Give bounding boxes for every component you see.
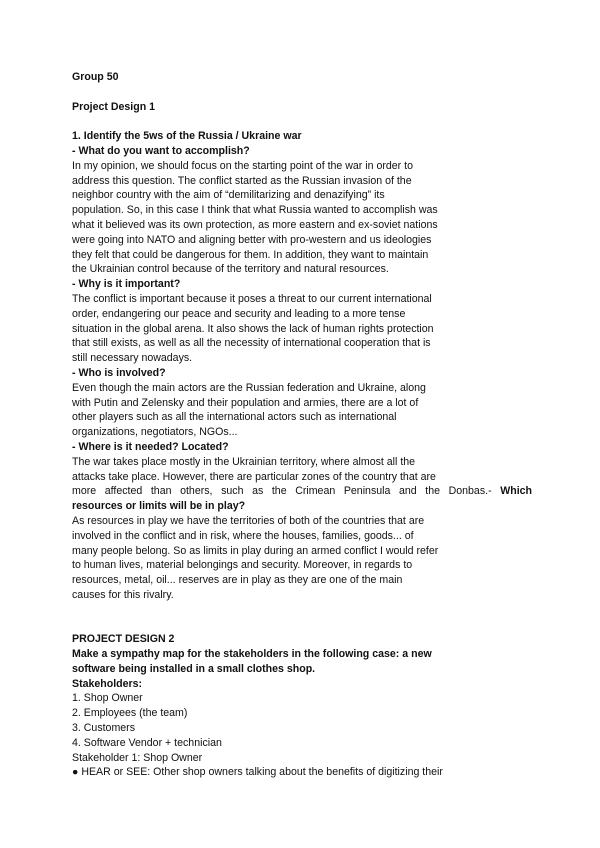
who-heading: - Who is involved? [72, 366, 166, 379]
text-line: still necessary nowadays. [72, 352, 193, 365]
text-line: The conflict is important because it poses a threat to our current international [72, 292, 432, 305]
text-line: to human lives, material belongings and security. Moreover, in regards to [72, 559, 413, 572]
what-heading: - What do you want to accomplish? [72, 144, 250, 157]
why-heading: - Why is it important? [72, 278, 181, 291]
text-line: situation in the global arena. It also shows the lack of human rights protection [72, 322, 434, 335]
text-line: they felt that could be dangerous for them. In addition, they want to maintain [72, 248, 429, 261]
what-paragraph [72, 159, 532, 277]
text-line: organizations, negotiators, NGOs... [72, 426, 238, 439]
text-line: causes for this rivalry. [72, 588, 174, 601]
text-line: As resources in play we have the territories of both of the countries that are [72, 514, 425, 527]
pd2-title: PROJECT DESIGN 2 [72, 633, 175, 646]
which-heading-start: Which [500, 485, 532, 498]
pd2-prompt [72, 647, 532, 677]
text-line: were going into NATO and aligning better with pro-western and us ideologies [72, 233, 432, 246]
group-label: Group 50 [72, 71, 119, 83]
who-paragraph [72, 381, 532, 440]
text-line: address this question. The conflict started as the Russian invasion of the [72, 174, 412, 187]
text-line: that still exists, as well as all the necessity of international cooperation that is [72, 337, 431, 350]
why-paragraph [72, 292, 532, 366]
text-line: involved in the conflict and in risk, where the houses, families, goods... of [72, 529, 414, 542]
text-line-justified [72, 484, 532, 499]
text-line: order, endangering our peace and security and leading to a more tense [72, 307, 406, 320]
text-line: the Ukrainian control because of the territory and natural resources. [72, 263, 389, 276]
bullet-line: ● HEAR or SEE: Other shop owners talking about the benefits of digitizing their [72, 766, 443, 779]
text-line: Make a sympathy map for the stakeholders in the following case: a new [72, 648, 432, 661]
where-heading: - Where is it needed? Located? [72, 440, 229, 453]
text-line: other players such as all the international actors such as international [72, 411, 397, 424]
text-line: resources, metal, oil... reserves are in play as they are one of the main [72, 574, 403, 587]
text-line: neighbor country with the aim of “demilitarizing and denazifying” its [72, 189, 385, 202]
which-paragraph [72, 514, 532, 603]
text-line: The war takes place mostly in the Ukrainian territory, where almost all the [72, 455, 416, 468]
text-line: with Putin and Zelensky and their population and armies, there are a lot of [72, 396, 419, 409]
stakeholder-1-label: Stakeholder 1: Shop Owner [72, 751, 203, 764]
text-line: population. So, in this case I think that what Russia wanted to accomplish was [72, 204, 438, 217]
text-line: attacks take place. However, there are particular zones of the country that are [72, 470, 436, 483]
text-line: what it believed was its own protection, as more eastern and ex-soviet nations [72, 218, 438, 231]
list-item: 2. Employees (the team) [72, 707, 188, 720]
pd1-title: Project Design 1 [72, 100, 156, 113]
text-line: software being installed in a small clothes shop. [72, 662, 316, 675]
pd1-question: 1. Identify the 5ws of the Russia / Ukraine war [72, 130, 302, 143]
stakeholders-heading: Stakeholders: [72, 677, 143, 690]
stakeholder-list [72, 691, 532, 750]
where-paragraph [72, 455, 532, 499]
list-item: 4. Software Vendor + technician [72, 736, 222, 749]
where-last-text: more affected than others, such as the Crimean Peninsula and the Donbas.- [72, 485, 492, 498]
text-line: many people belong. So as limits in play during an armed conflict I would refer [72, 544, 439, 557]
text-line: Even though the main actors are the Russian federation and Ukraine, along [72, 381, 426, 394]
document-page [72, 70, 532, 780]
which-heading-end: resources or limits will be in play? [72, 500, 246, 513]
text-line: In my opinion, we should focus on the starting point of the war in order to [72, 159, 413, 172]
list-item: 1. Shop Owner [72, 692, 143, 705]
list-item: 3. Customers [72, 722, 135, 735]
